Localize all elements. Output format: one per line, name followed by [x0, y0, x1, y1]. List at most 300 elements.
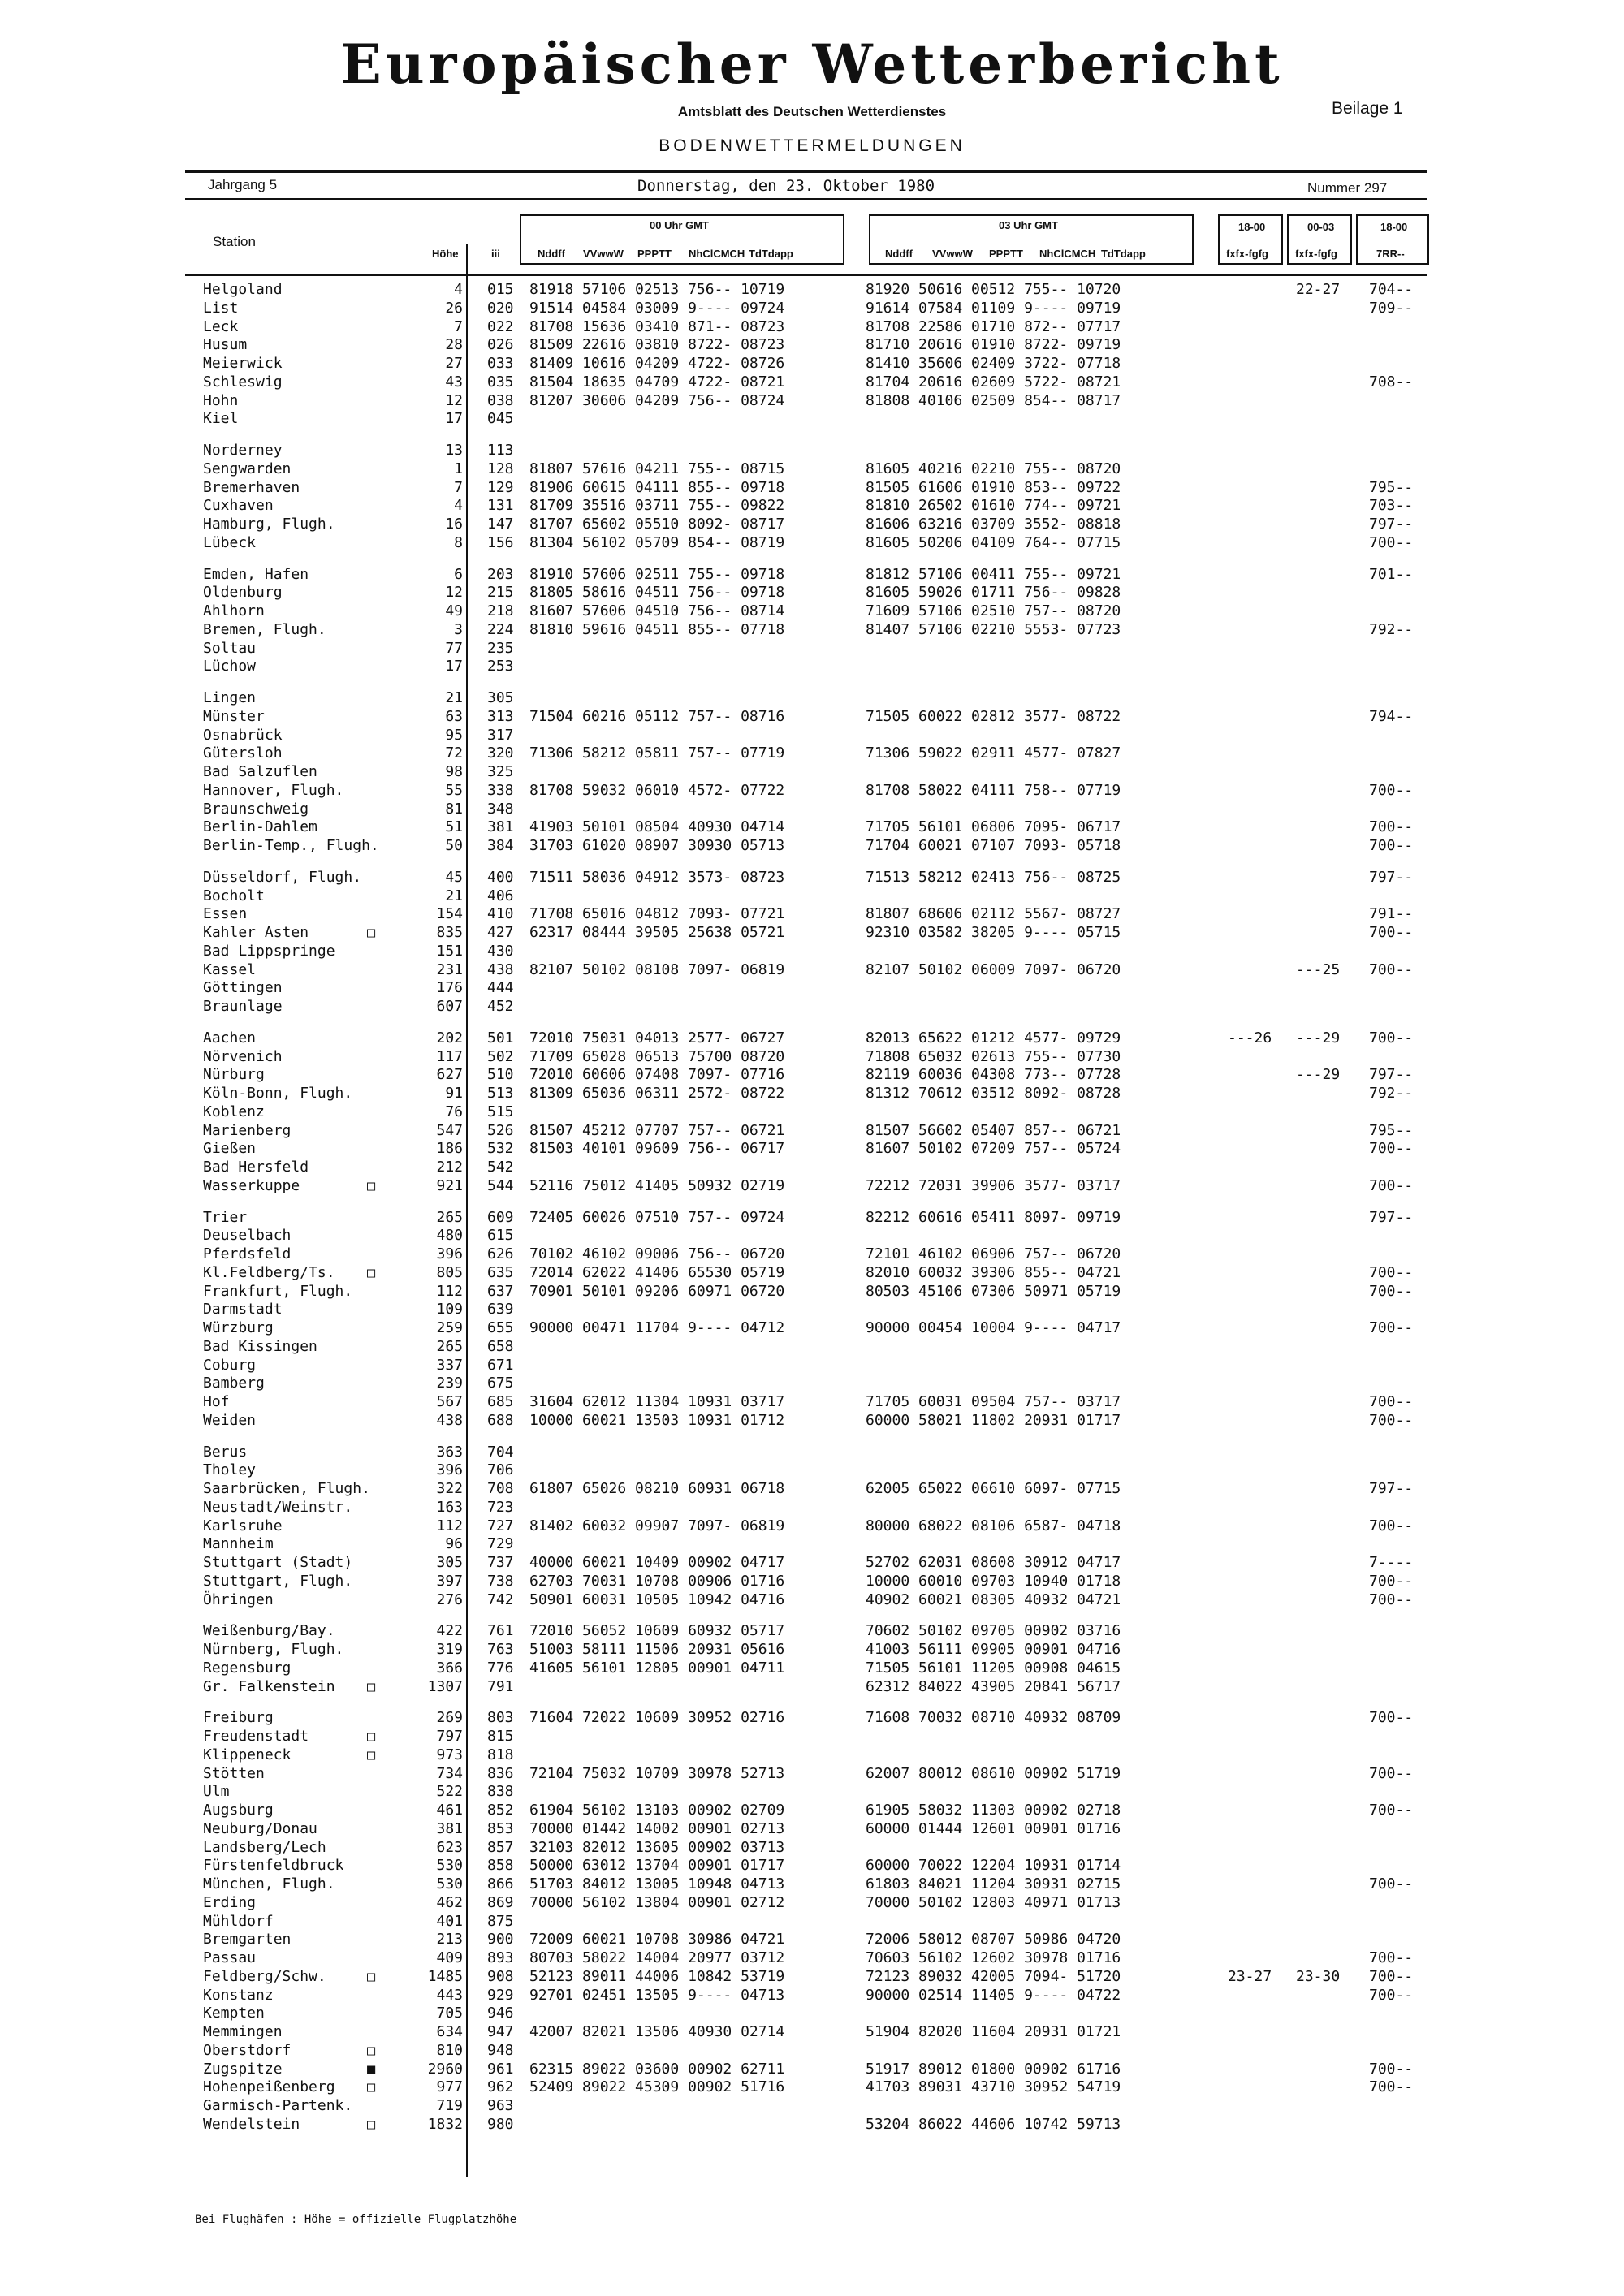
cell-hoehe: 12	[445, 584, 463, 602]
cell-iii: 961	[487, 2060, 514, 2078]
cell-name: Düsseldorf, Flugh.	[203, 868, 362, 886]
cell-g00: 81707 65602 05510 8092- 08717	[529, 516, 785, 533]
table-row	[0, 1357, 1624, 1375]
cell-e3: 792--	[1369, 1085, 1414, 1102]
hoehe-header: Höhe	[432, 248, 459, 260]
cell-name: Trier	[203, 1208, 248, 1226]
table-row	[0, 1987, 1624, 2005]
cell-e3: 700--	[1369, 1319, 1414, 1336]
table-row	[0, 1709, 1624, 1728]
cell-iii: 929	[487, 1986, 514, 2004]
cell-iii: 501	[487, 1029, 514, 1047]
cell-g03: 81505 61606 01910 853-- 09722	[866, 478, 1121, 496]
table-row	[0, 1517, 1624, 1536]
table-row	[0, 905, 1624, 924]
cell-g00: 50901 60031 10505 10942 04716	[529, 1590, 785, 1608]
cell-hoehe: 627	[436, 1066, 463, 1084]
table-row	[0, 763, 1624, 782]
cell-iii: 893	[487, 1949, 514, 1966]
cell-iii: 317	[487, 726, 514, 744]
cell-g03: 70602 50102 09705 00902 03716	[866, 1622, 1121, 1640]
sub-03-0: Nddff	[885, 248, 913, 260]
table-row	[0, 566, 1624, 585]
cell-g03: 71505 60022 02812 3577- 08722	[866, 707, 1121, 725]
cell-iii: 045	[487, 410, 514, 428]
cell-iii: 853	[487, 1819, 514, 1837]
cell-g03: 72212 72031 39906 3577- 03717	[866, 1176, 1121, 1194]
cell-name: Kiel	[203, 410, 239, 428]
cell-g03: 70603 56102 12602 30978 01716	[866, 1949, 1121, 1966]
table-row	[0, 602, 1624, 621]
cell-iii: 410	[487, 905, 514, 923]
cell-hoehe: 462	[436, 1893, 463, 1911]
cell-name: Braunlage	[203, 998, 283, 1015]
cell-g03: 90000 02514 11405 9---- 04722	[866, 1986, 1121, 2004]
iii-header: iii	[491, 248, 500, 260]
cell-name: Braunschweig	[203, 800, 309, 818]
table-row	[0, 943, 1624, 961]
cell-iii: 776	[487, 1659, 514, 1677]
table-row	[0, 689, 1624, 708]
group-gap	[0, 856, 1624, 869]
cell-name: Bad Salzuflen	[203, 763, 317, 780]
sub-03-1: VVwwW	[932, 248, 973, 260]
cell-name: Bamberg	[203, 1375, 265, 1392]
cell-iii: 113	[487, 442, 514, 459]
cell-g03: 81407 57106 02210 5553- 07723	[866, 620, 1121, 638]
cell-iii: 737	[487, 1554, 514, 1571]
cell-hoehe: 98	[445, 763, 463, 780]
cell-iii: 675	[487, 1375, 514, 1392]
sub-00-2: PPPTT	[637, 248, 672, 260]
cell-iii: 526	[487, 1121, 514, 1139]
cell-hoehe: 1485	[427, 1967, 463, 1985]
cell-e3: 797--	[1369, 868, 1414, 886]
cell-name: Kl.Feldberg/Ts.	[203, 1263, 335, 1281]
cell-g03: 60000 58021 11802 20931 01717	[866, 1411, 1121, 1429]
cell-iii: 513	[487, 1085, 514, 1102]
cell-hoehe: 363	[436, 1443, 463, 1461]
group-gap	[0, 676, 1624, 689]
cell-iii: 947	[487, 2023, 514, 2040]
extra-code-0: fxfx-fgfg	[1226, 248, 1268, 260]
cell-name: Kahler Asten	[203, 924, 309, 941]
cell-g03: 71704 60021 07107 7093- 05718	[866, 837, 1121, 854]
table-row	[0, 1122, 1624, 1141]
cell-iii: 129	[487, 478, 514, 496]
cell-iii: 815	[487, 1728, 514, 1745]
table-row	[0, 516, 1624, 534]
station-symbol: ■	[367, 2061, 376, 2078]
cell-g03: 82212 60616 05411 8097- 09719	[866, 1208, 1121, 1226]
cell-e3: 700--	[1369, 1393, 1414, 1410]
cell-hoehe: 567	[436, 1393, 463, 1410]
cell-e2: 23-30	[1296, 1967, 1341, 1985]
table-row	[0, 281, 1624, 300]
cell-hoehe: 186	[436, 1140, 463, 1158]
cell-g00: 42007 82021 13506 40930 02714	[529, 2023, 785, 2040]
cell-name: Soltau	[203, 639, 257, 657]
cell-iii: 532	[487, 1140, 514, 1158]
footnote: Bei Flughäfen : Höhe = offizielle Flugplatzhöhe	[195, 2213, 517, 2226]
table-row	[0, 1913, 1624, 1931]
cell-e3: 700--	[1369, 2060, 1414, 2078]
cell-iii: 325	[487, 763, 514, 780]
cell-hoehe: 109	[436, 1301, 463, 1318]
cell-g00: 81910 57606 02511 755-- 09718	[529, 565, 785, 583]
cell-name: Memmingen	[203, 2023, 283, 2040]
table-row	[0, 1245, 1624, 1264]
cell-name: Darmstadt	[203, 1301, 283, 1318]
table-row	[0, 1283, 1624, 1301]
cell-hoehe: 2960	[427, 2060, 463, 2078]
cell-hoehe: 396	[436, 1461, 463, 1479]
extra-period-0: 18-00	[1238, 221, 1266, 233]
cell-iii: 655	[487, 1319, 514, 1336]
cell-hoehe: 522	[436, 1783, 463, 1801]
cell-g00: 92701 02451 13505 9---- 04713	[529, 1986, 785, 2004]
cell-name: Weißenburg/Bay.	[203, 1622, 335, 1640]
cell-hoehe: 176	[436, 979, 463, 997]
rule-date	[185, 198, 1427, 200]
table-row	[0, 1209, 1624, 1228]
table-row	[0, 336, 1624, 355]
cell-iii: 688	[487, 1411, 514, 1429]
cell-g03: 71609 57106 02510 757-- 08720	[866, 602, 1121, 619]
table-row	[0, 2078, 1624, 2097]
cell-g03: 71306 59022 02911 4577- 07827	[866, 744, 1121, 762]
cell-iii: 962	[487, 2078, 514, 2096]
cell-g03: 72006 58012 08707 50986 04720	[866, 1931, 1121, 1949]
cell-hoehe: 8	[454, 533, 463, 551]
cell-g00: 81207 30606 04209 756-- 08724	[529, 391, 785, 409]
table-row	[0, 801, 1624, 819]
cell-e3: 792--	[1369, 620, 1414, 638]
table-row	[0, 1802, 1624, 1820]
cell-name: Aachen	[203, 1029, 257, 1047]
cell-iii: 131	[487, 497, 514, 515]
cell-g00: 52116 75012 41405 50932 02719	[529, 1176, 785, 1194]
cell-hoehe: 17	[445, 410, 463, 428]
table-row	[0, 1622, 1624, 1641]
cell-name: Freudenstadt	[203, 1728, 309, 1745]
cell-g00: 70901 50101 09206 60971 06720	[529, 1282, 785, 1300]
cell-iii: 510	[487, 1066, 514, 1084]
table-row	[0, 1066, 1624, 1085]
group-gap	[0, 1431, 1624, 1444]
cell-g00: 52409 89022 45309 00902 51716	[529, 2078, 785, 2096]
cell-iii: 742	[487, 1590, 514, 1608]
table-row	[0, 782, 1624, 801]
cell-name: Coburg	[203, 1356, 257, 1374]
cell-g03: 51904 82020 11604 20931 01721	[866, 2023, 1121, 2040]
table-row	[0, 2005, 1624, 2023]
table-row	[0, 410, 1624, 429]
cell-g03: 80503 45106 07306 50971 05719	[866, 1282, 1121, 1300]
cell-name: Regensburg	[203, 1659, 292, 1677]
cell-hoehe: 95	[445, 726, 463, 744]
cell-name: Pferdsfeld	[203, 1245, 292, 1262]
cell-hoehe: 4	[454, 281, 463, 298]
cell-name: Bad Kissingen	[203, 1337, 317, 1355]
cell-g03: 81410 35606 02409 3722- 07718	[866, 355, 1121, 372]
cell-name: Erding	[203, 1893, 257, 1911]
station-symbol: □	[367, 925, 376, 941]
cell-hoehe: 461	[436, 1802, 463, 1819]
table-row	[0, 1894, 1624, 1913]
cell-g00: 51003 58111 11506 20931 05616	[529, 1641, 785, 1658]
cell-g00: 82107 50102 08108 7097- 06819	[529, 960, 785, 978]
sub-00-4: TdTdapp	[749, 248, 793, 260]
cell-name: Fürstenfeldbruck	[203, 1857, 344, 1875]
uhr00-header: 00 Uhr GMT	[650, 219, 709, 231]
table-row	[0, 442, 1624, 460]
cell-hoehe: 319	[436, 1641, 463, 1658]
cell-iii: 218	[487, 602, 514, 619]
cell-hoehe: 397	[436, 1572, 463, 1590]
cell-g03: 70000 50102 12803 40971 01713	[866, 1893, 1121, 1911]
cell-g03: 82119 60036 04308 773-- 07728	[866, 1066, 1121, 1084]
group-gap	[0, 1609, 1624, 1622]
cell-hoehe: 1832	[427, 2115, 463, 2133]
table-row	[0, 1783, 1624, 1802]
cell-iii: 203	[487, 565, 514, 583]
cell-hoehe: 17	[445, 658, 463, 675]
cell-hoehe: 43	[445, 373, 463, 391]
table-row	[0, 1857, 1624, 1875]
cell-name: Neuburg/Donau	[203, 1819, 317, 1837]
rule-header-bottom	[185, 274, 1427, 276]
cell-g00: 72010 75031 04013 2577- 06727	[529, 1029, 785, 1047]
cell-g00: 80703 58022 14004 20977 03712	[529, 1949, 785, 1966]
group-gap	[0, 1196, 1624, 1209]
cell-e3: 797--	[1369, 1480, 1414, 1497]
station-header: Station	[213, 234, 256, 249]
cell-hoehe: 26	[445, 299, 463, 317]
cell-g03: 71608 70032 08710 40932 08709	[866, 1709, 1121, 1727]
cell-iii: 900	[487, 1931, 514, 1949]
cell-name: Stötten	[203, 1764, 265, 1782]
cell-e3: 797--	[1369, 1208, 1414, 1226]
cell-e3: 791--	[1369, 905, 1414, 923]
cell-g00: 62317 08444 39505 25638 05721	[529, 924, 785, 941]
cell-e1: 23-27	[1228, 1967, 1272, 1985]
cell-g00: 41605 56101 12805 00901 04711	[529, 1659, 785, 1677]
table-row	[0, 744, 1624, 763]
cell-g03: 41003 56111 09905 00901 04716	[866, 1641, 1121, 1658]
cell-g00: 81503 40101 09609 756-- 06717	[529, 1140, 785, 1158]
cell-iii: 803	[487, 1709, 514, 1727]
cell-name: Leck	[203, 317, 239, 335]
cell-hoehe: 21	[445, 887, 463, 904]
station-symbol: □	[367, 2042, 376, 2059]
cell-name: Mühldorf	[203, 1912, 274, 1930]
cell-hoehe: 530	[436, 1875, 463, 1892]
cell-g00: 81708 15636 03410 871-- 08723	[529, 317, 785, 335]
cell-name: Norderney	[203, 442, 283, 459]
cell-iii: 235	[487, 639, 514, 657]
cell-hoehe: 76	[445, 1103, 463, 1120]
cell-hoehe: 547	[436, 1121, 463, 1139]
cell-hoehe: 337	[436, 1356, 463, 1374]
table-row	[0, 1227, 1624, 1245]
table-row	[0, 961, 1624, 980]
table-row	[0, 979, 1624, 998]
cell-g00: 70000 56102 13804 00901 02712	[529, 1893, 785, 1911]
cell-e3: 795--	[1369, 1121, 1414, 1139]
cell-name: Hohenpeißenberg	[203, 2078, 335, 2096]
cell-g00: 41903 50101 08504 40930 04714	[529, 818, 785, 836]
cell-g00: 52123 89011 44006 10842 53719	[529, 1967, 785, 1985]
cell-e3: 700--	[1369, 1517, 1414, 1534]
cell-iii: 020	[487, 299, 514, 317]
table-row	[0, 1301, 1624, 1319]
table-row	[0, 1554, 1624, 1573]
cell-hoehe: 213	[436, 1931, 463, 1949]
sub-00-3: NhClCMCH	[689, 248, 745, 260]
cell-e2: ---29	[1296, 1066, 1341, 1084]
table-row	[0, 1103, 1624, 1122]
cell-e3: 700--	[1369, 1709, 1414, 1727]
table-row	[0, 1659, 1624, 1678]
cell-iii: 215	[487, 584, 514, 602]
cell-name: Schleswig	[203, 373, 283, 391]
cell-hoehe: 72	[445, 744, 463, 762]
cell-iii: 035	[487, 373, 514, 391]
cell-g03: 71705 56101 06806 7095- 06717	[866, 818, 1121, 836]
cell-hoehe: 151	[436, 942, 463, 960]
cell-name: Gütersloh	[203, 744, 283, 762]
cell-g00: 72010 60606 07408 7097- 07716	[529, 1066, 785, 1084]
table-row	[0, 727, 1624, 745]
cell-hoehe: 322	[436, 1480, 463, 1497]
cell-g03: 61905 58032 11303 00902 02718	[866, 1802, 1121, 1819]
cell-name: Wendelstein	[203, 2115, 300, 2133]
cell-name: Öhringen	[203, 1590, 274, 1608]
cell-name: Bremen, Flugh.	[203, 620, 326, 638]
cell-e3: 794--	[1369, 707, 1414, 725]
cell-iii: 723	[487, 1498, 514, 1516]
cell-name: Landsberg/Lech	[203, 1838, 326, 1856]
cell-g03: 52702 62031 08608 30912 04717	[866, 1554, 1121, 1571]
cell-g03: 71505 56101 11205 00908 04615	[866, 1659, 1121, 1677]
sub-03-2: PPPTT	[989, 248, 1023, 260]
cell-iii: 852	[487, 1802, 514, 1819]
group-gap	[0, 1696, 1624, 1709]
cell-g03: 91614 07584 01109 9---- 09719	[866, 299, 1121, 317]
cell-name: Karlsruhe	[203, 1517, 283, 1534]
cell-name: Göttingen	[203, 979, 283, 997]
cell-hoehe: 438	[436, 1411, 463, 1429]
cell-e3: 700--	[1369, 1263, 1414, 1281]
cell-e3: 700--	[1369, 1802, 1414, 1819]
cell-name: Osnabrück	[203, 726, 283, 744]
cell-name: Bremerhaven	[203, 478, 300, 496]
cell-name: Lingen	[203, 689, 257, 706]
cell-name: Koblenz	[203, 1103, 265, 1120]
table-row	[0, 584, 1624, 602]
table-row	[0, 818, 1624, 837]
cell-hoehe: 634	[436, 2023, 463, 2040]
cell-g03: 81708 22586 01710 872-- 07717	[866, 317, 1121, 335]
cell-g00: 72014 62022 41406 65530 05719	[529, 1263, 785, 1281]
cell-iii: 980	[487, 2115, 514, 2133]
cell-g03: 81708 58022 04111 758-- 07719	[866, 781, 1121, 799]
cell-g00: 51703 84012 13005 10948 04713	[529, 1875, 785, 1892]
cell-iii: 671	[487, 1356, 514, 1374]
cell-hoehe: 530	[436, 1857, 463, 1875]
cell-hoehe: 366	[436, 1659, 463, 1677]
cell-e3: 700--	[1369, 1590, 1414, 1608]
cell-name: Sengwarden	[203, 460, 292, 477]
cell-hoehe: 265	[436, 1208, 463, 1226]
cell-hoehe: 49	[445, 602, 463, 619]
table-row	[0, 1461, 1624, 1480]
cell-hoehe: 91	[445, 1085, 463, 1102]
cell-hoehe: 623	[436, 1838, 463, 1856]
station-symbol: □	[367, 2079, 376, 2096]
table-row	[0, 1177, 1624, 1196]
cell-e3: 700--	[1369, 1411, 1414, 1429]
table-row	[0, 1746, 1624, 1765]
cell-hoehe: 805	[436, 1263, 463, 1281]
cell-g03: 81704 20616 02609 5722- 08721	[866, 373, 1121, 391]
cell-g00: 72405 60026 07510 757-- 09724	[529, 1208, 785, 1226]
table-row	[0, 1140, 1624, 1159]
station-symbol: □	[367, 1678, 376, 1695]
cell-name: Lüchow	[203, 658, 257, 675]
cell-name: Hof	[203, 1393, 230, 1410]
cell-hoehe: 239	[436, 1375, 463, 1392]
cell-name: Tholey	[203, 1461, 257, 1479]
cell-hoehe: 259	[436, 1319, 463, 1336]
cell-g00: 81504 18635 04709 4722- 08721	[529, 373, 785, 391]
cell-hoehe: 921	[436, 1176, 463, 1194]
issue-date: Donnerstag, den 23. Oktober 1980	[637, 177, 935, 195]
table-row	[0, 460, 1624, 479]
cell-iii: 869	[487, 1893, 514, 1911]
cell-g03: 81605 40216 02210 755-- 08720	[866, 460, 1121, 477]
table-row	[0, 392, 1624, 411]
cell-iii: 015	[487, 281, 514, 298]
cell-name: Hohn	[203, 391, 239, 409]
cell-hoehe: 269	[436, 1709, 463, 1727]
extra-period-2: 18-00	[1380, 221, 1408, 233]
cell-hoehe: 265	[436, 1337, 463, 1355]
cell-name: Gießen	[203, 1140, 257, 1158]
cell-g03: 81507 56602 05407 857-- 06721	[866, 1121, 1121, 1139]
extra-period-1: 00-03	[1307, 221, 1335, 233]
table-row	[0, 2061, 1624, 2079]
cell-hoehe: 7	[454, 478, 463, 496]
cell-hoehe: 50	[445, 837, 463, 854]
cell-g00: 62703 70031 10708 00906 01716	[529, 1572, 785, 1590]
cell-iii: 430	[487, 942, 514, 960]
cell-e3: 700--	[1369, 533, 1414, 551]
table-row	[0, 2116, 1624, 2134]
table-row	[0, 1338, 1624, 1357]
cell-iii: 381	[487, 818, 514, 836]
cell-hoehe: 4	[454, 497, 463, 515]
table-row	[0, 2097, 1624, 2116]
cell-iii: 708	[487, 1480, 514, 1497]
cell-name: Nörvenich	[203, 1047, 283, 1065]
cell-hoehe: 835	[436, 924, 463, 941]
cell-iii: 729	[487, 1535, 514, 1553]
cell-iii: 147	[487, 516, 514, 533]
cell-g00: 10000 60021 13503 10931 01712	[529, 1411, 785, 1429]
cell-e3: 700--	[1369, 960, 1414, 978]
